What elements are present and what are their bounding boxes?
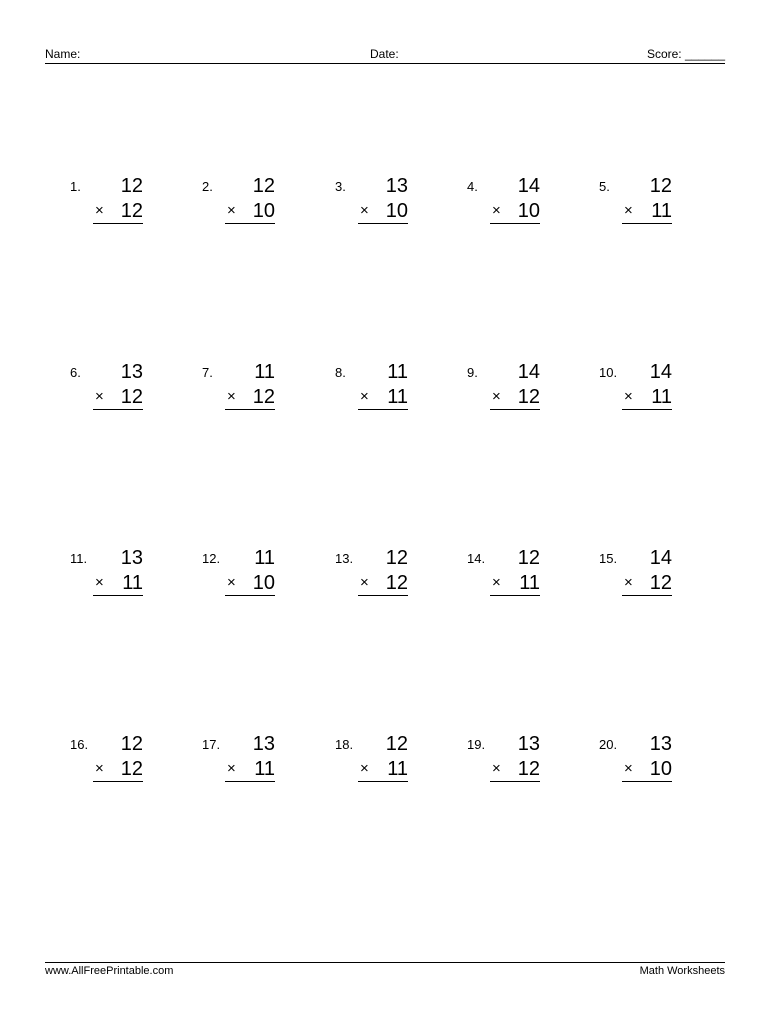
multiply-sign: ×: [227, 388, 236, 405]
problem-6: [70, 361, 143, 425]
multiplicand: 13: [252, 733, 275, 755]
problem-number: 1.: [70, 179, 81, 194]
answer-line: [622, 223, 672, 224]
problem-number: 18.: [335, 737, 354, 752]
answer-line: [225, 223, 275, 224]
multiplier: 11: [254, 758, 275, 780]
problem-number: 3.: [335, 179, 346, 194]
multiply-sign: ×: [227, 574, 236, 591]
problem-number: 7.: [202, 365, 213, 380]
multiplier: 10: [385, 200, 408, 222]
multiply-sign: ×: [492, 574, 501, 591]
footer-category: Math Worksheets: [639, 965, 725, 977]
problem-19: [467, 733, 540, 797]
multiply-sign: ×: [492, 388, 501, 405]
multiply-sign: ×: [360, 574, 369, 591]
problem-8: [335, 361, 408, 425]
score-label: Score: ______: [646, 47, 725, 61]
answer-line: [490, 595, 540, 596]
problem-15: [599, 547, 672, 611]
multiply-sign: ×: [227, 202, 236, 219]
problem-number: 20.: [599, 737, 618, 752]
answer-line: [93, 595, 143, 596]
multiply-sign: ×: [492, 760, 501, 777]
answer-line: [225, 781, 275, 782]
problem-11: [70, 547, 143, 611]
problem-number: 16.: [70, 737, 89, 752]
multiply-sign: ×: [360, 202, 369, 219]
multiplicand: 13: [385, 175, 408, 197]
date-label: Date:: [370, 47, 399, 61]
multiplier: 10: [517, 200, 540, 222]
multiplier: 12: [517, 758, 540, 780]
multiply-sign: ×: [624, 760, 633, 777]
answer-line: [358, 409, 408, 410]
multiply-sign: ×: [360, 760, 369, 777]
multiplier: 12: [120, 386, 143, 408]
multiplicand: 11: [254, 547, 275, 569]
multiplicand: 14: [649, 547, 672, 569]
multiply-sign: ×: [227, 760, 236, 777]
answer-line: [225, 409, 275, 410]
multiplier: 12: [120, 200, 143, 222]
answer-line: [622, 595, 672, 596]
problem-number: 9.: [467, 365, 478, 380]
problem-9: [467, 361, 540, 425]
worksheet-header: [45, 46, 725, 64]
multiply-sign: ×: [95, 760, 104, 777]
multiplicand: 14: [517, 175, 540, 197]
multiplier: 11: [519, 572, 540, 594]
answer-line: [358, 223, 408, 224]
multiplier: 12: [385, 572, 408, 594]
multiplier: 11: [651, 386, 672, 408]
problem-4: [467, 175, 540, 239]
multiplicand: 13: [649, 733, 672, 755]
problem-20: [599, 733, 672, 797]
problem-number: 19.: [467, 737, 486, 752]
problem-number: 14.: [467, 551, 486, 566]
multiply-sign: ×: [624, 388, 633, 405]
problem-number: 11.: [70, 551, 88, 566]
multiplier: 12: [252, 386, 275, 408]
problem-number: 12.: [202, 551, 221, 566]
multiplicand: 13: [120, 361, 143, 383]
multiplier: 11: [387, 386, 408, 408]
multiply-sign: ×: [95, 388, 104, 405]
multiplicand: 12: [649, 175, 672, 197]
problem-3: [335, 175, 408, 239]
multiplier: 11: [651, 200, 672, 222]
answer-line: [225, 595, 275, 596]
multiply-sign: ×: [624, 202, 633, 219]
multiplicand: 12: [252, 175, 275, 197]
name-label: Name:: [45, 47, 81, 61]
multiply-sign: ×: [624, 574, 633, 591]
multiplier: 12: [120, 758, 143, 780]
problem-number: 2.: [202, 179, 213, 194]
multiplicand: 13: [120, 547, 143, 569]
multiply-sign: ×: [95, 574, 104, 591]
multiplier: 12: [649, 572, 672, 594]
multiplicand: 12: [517, 547, 540, 569]
multiplier: 10: [252, 200, 275, 222]
multiplicand: 14: [649, 361, 672, 383]
problem-number: 5.: [599, 179, 610, 194]
answer-line: [490, 223, 540, 224]
answer-line: [622, 409, 672, 410]
answer-line: [358, 781, 408, 782]
multiplier: 12: [517, 386, 540, 408]
answer-line: [93, 781, 143, 782]
multiply-sign: ×: [95, 202, 104, 219]
problem-number: 17.: [202, 737, 221, 752]
multiplicand: 11: [387, 361, 408, 383]
problem-1: [70, 175, 143, 239]
answer-line: [490, 409, 540, 410]
problem-2: [202, 175, 275, 239]
multiplicand: 11: [254, 361, 275, 383]
problem-13: [335, 547, 408, 611]
problem-18: [335, 733, 408, 797]
answer-line: [490, 781, 540, 782]
multiplier: 11: [387, 758, 408, 780]
problem-number: 4.: [467, 179, 478, 194]
footer-website: www.AllFreePrintable.com: [45, 965, 174, 977]
problem-number: 6.: [70, 365, 81, 380]
multiplicand: 14: [517, 361, 540, 383]
answer-line: [622, 781, 672, 782]
multiplicand: 12: [120, 733, 143, 755]
worksheet-footer: [45, 962, 725, 977]
problem-10: [599, 361, 672, 425]
problem-7: [202, 361, 275, 425]
problem-number: 15.: [599, 551, 618, 566]
answer-line: [93, 409, 143, 410]
problem-5: [599, 175, 672, 239]
multiplicand: 12: [385, 733, 408, 755]
answer-line: [93, 223, 143, 224]
multiply-sign: ×: [360, 388, 369, 405]
multiplier: 10: [252, 572, 275, 594]
multiplier: 10: [649, 758, 672, 780]
multiplicand: 13: [517, 733, 540, 755]
multiplicand: 12: [385, 547, 408, 569]
multiplicand: 12: [120, 175, 143, 197]
problem-17: [202, 733, 275, 797]
problem-number: 8.: [335, 365, 346, 380]
problem-16: [70, 733, 143, 797]
problem-number: 13.: [335, 551, 354, 566]
multiplier: 11: [122, 572, 143, 594]
problem-number: 10.: [599, 365, 618, 380]
problem-12: [202, 547, 275, 611]
multiply-sign: ×: [492, 202, 501, 219]
problem-14: [467, 547, 540, 611]
answer-line: [358, 595, 408, 596]
